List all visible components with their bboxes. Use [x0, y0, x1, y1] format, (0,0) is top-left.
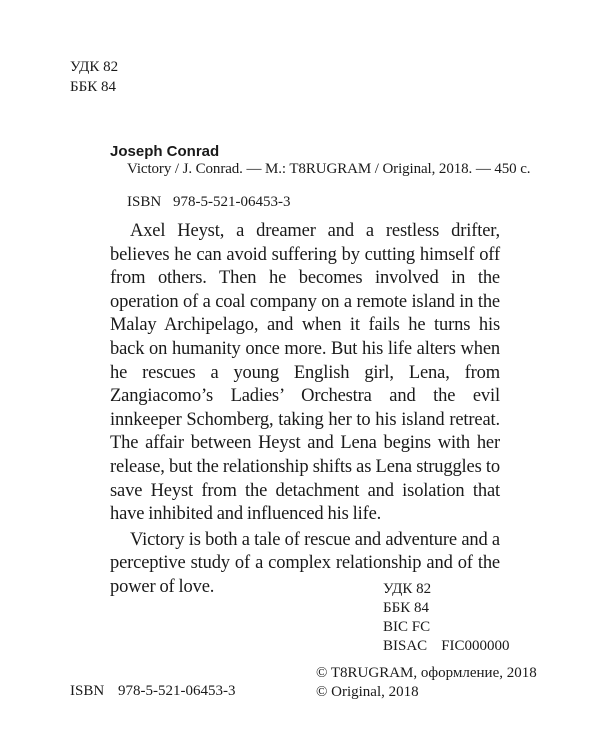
isbn-number: 978-5-521-06453-3	[118, 683, 236, 699]
copyright-line: © Original, 2018	[316, 684, 419, 700]
bbk-code: ББК 84	[383, 600, 429, 616]
author-name: Joseph Conrad	[110, 143, 220, 160]
annotation-paragraph: Victory is both a tale of rescue and adventure and a perceptive study of a complex relationship and of the power of love.	[110, 529, 500, 597]
bisac-label: BISAC	[383, 638, 428, 654]
copyright-line: © T8RUGRAM, оформление, 2018	[316, 665, 537, 681]
isbn-label: ISBN	[127, 194, 162, 210]
isbn-label: ISBN	[70, 683, 105, 699]
bisac-line	[383, 637, 510, 656]
bbk-code: ББК 84	[70, 79, 116, 95]
isbn-line	[127, 194, 290, 211]
isbn-number: 978-5-521-06453-3	[173, 194, 291, 210]
top-classification-codes	[70, 57, 118, 97]
bibliographic-entry: Victory / J. Conrad. — M.: T8RUGRAM / Original, 2018. — 450 с.	[127, 161, 531, 177]
udk-code: УДК 82	[70, 59, 119, 75]
bic-code: BIC FC	[383, 619, 431, 635]
udk-code: УДК 82	[383, 581, 432, 597]
annotation-paragraph: Axel Heyst, a dreamer and a restless drifter, believes he can avoid suffering by cutting himself off from others. Then he becomes involved in the operation of a coal company on a remote island in the Malay Archipelago, and when it fails he turns his back on humanity once more. But his life alters when he rescues a young English girl, Lena, from Zangiacomo’s Ladies’ Orchestra and the evil innkeeper Schomberg, taking her to his island retreat. The affair between Heyst and Lena begins with her release, but the relationship shifts as Lena struggles to save Heyst from the detachment and isolation that have inhibited and influenced his life.	[110, 221, 500, 525]
bisac-code: FIC000000	[441, 638, 510, 654]
book-annotation	[110, 220, 500, 600]
copyright-notice	[316, 664, 537, 702]
bottom-classification-codes	[383, 580, 510, 656]
bottom-isbn-line	[70, 683, 235, 700]
